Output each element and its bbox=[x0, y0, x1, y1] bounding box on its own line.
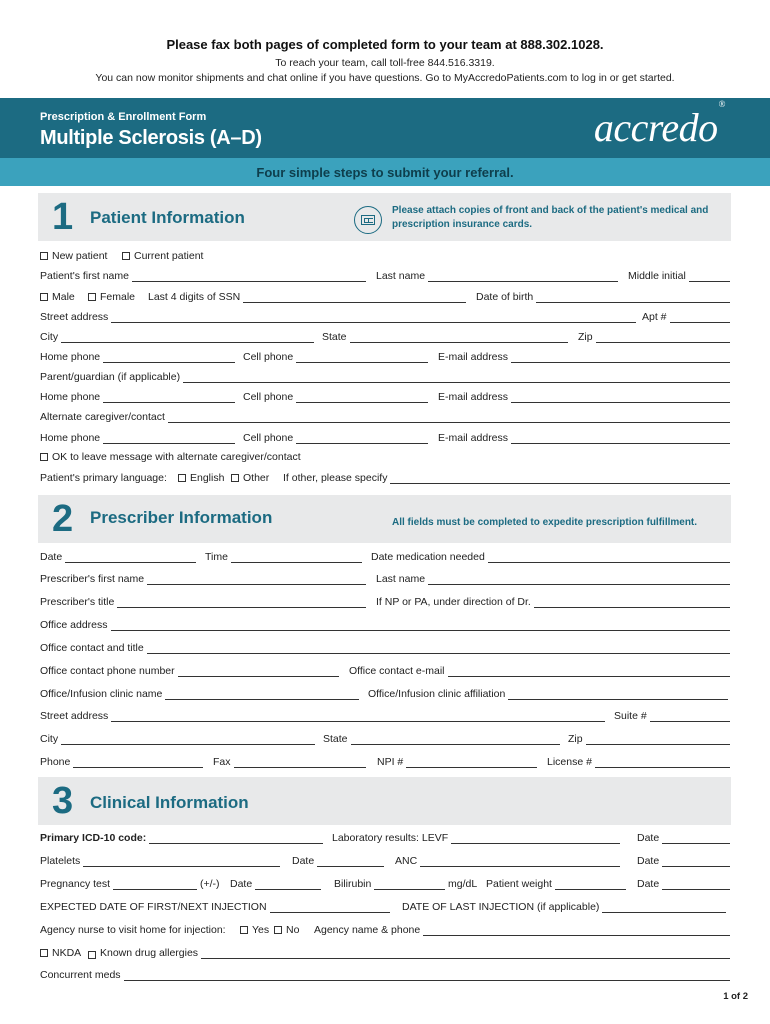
pregnancy-row bbox=[40, 878, 730, 892]
patient-type-row bbox=[40, 250, 730, 264]
section-title: Clinical Information bbox=[90, 793, 249, 812]
alt-caregiver-phone-row bbox=[40, 432, 730, 446]
icd-row bbox=[40, 832, 730, 846]
patient-street-row bbox=[40, 311, 730, 325]
concurrent-meds-row bbox=[40, 969, 730, 983]
prescriber-suite-field[interactable]: Suite # bbox=[614, 710, 730, 722]
current-patient-checkbox[interactable]: Current patient bbox=[122, 250, 203, 262]
nkda-checkbox[interactable]: NKDA bbox=[40, 947, 81, 959]
section-number: 2 bbox=[52, 498, 74, 540]
prescriber-city-field[interactable]: City bbox=[40, 733, 315, 745]
dob-field[interactable]: Date of birth bbox=[476, 291, 730, 303]
ok-message-row bbox=[40, 451, 730, 465]
prescriber-street-row bbox=[40, 710, 730, 724]
office-email-field[interactable]: Office contact e-mail bbox=[349, 665, 730, 677]
platelets-row bbox=[40, 855, 730, 869]
female-checkbox[interactable]: Female bbox=[88, 291, 135, 303]
patient-first-name-field[interactable]: Patient's first name bbox=[40, 270, 366, 282]
pregnancy-date-field[interactable]: Date bbox=[230, 878, 321, 890]
ok-message-checkbox[interactable]: OK to leave message with alternate caregiver/contact bbox=[40, 451, 301, 463]
english-checkbox[interactable]: English bbox=[178, 472, 224, 484]
clinic-name-field[interactable]: Office/Infusion clinic name bbox=[40, 688, 359, 700]
monitor-instruction: You can now monitor shipments and chat online if you have questions. Go to MyAccredoPatients.com to log in or get started. bbox=[95, 72, 675, 84]
patient-phone-row bbox=[40, 351, 730, 365]
patient-cell-phone-field[interactable]: Cell phone bbox=[243, 351, 428, 363]
office-phone-field[interactable]: Office contact phone number bbox=[40, 665, 339, 677]
concurrent-meds-field[interactable]: Concurrent meds bbox=[40, 969, 730, 981]
guardian-email-field[interactable]: E-mail address bbox=[438, 391, 730, 403]
section-number: 1 bbox=[52, 196, 74, 238]
anc-date-field[interactable]: Date bbox=[637, 855, 730, 867]
prescriber-note: All fields must be completed to expedite prescription fulfillment. bbox=[392, 517, 698, 528]
new-patient-checkbox[interactable]: New patient bbox=[40, 250, 107, 262]
office-contact-row bbox=[40, 642, 730, 656]
section-prescriber-header bbox=[38, 495, 731, 543]
prescriber-phone-field[interactable]: Phone bbox=[40, 756, 203, 768]
prescriber-fax-field[interactable]: Fax bbox=[213, 756, 366, 768]
patient-sex-row bbox=[40, 291, 730, 305]
male-checkbox[interactable]: Male bbox=[40, 291, 75, 303]
alt-cell-phone-field[interactable]: Cell phone bbox=[243, 432, 428, 444]
patient-state-field[interactable]: State bbox=[322, 331, 568, 343]
form-title: Multiple Sclerosis (A–D) bbox=[40, 127, 262, 149]
lab-levf-field[interactable]: Laboratory results: LEVF bbox=[332, 832, 620, 844]
accredo-logo: accredo® bbox=[593, 98, 725, 150]
allergies-row bbox=[40, 947, 730, 961]
steps-bar: Four simple steps to submit your referral. bbox=[0, 158, 770, 186]
office-phone-row bbox=[40, 665, 730, 679]
prescriber-street-field[interactable]: Street address bbox=[40, 710, 605, 722]
prescriber-city-row bbox=[40, 733, 730, 747]
prescriber-zip-field[interactable]: Zip bbox=[568, 733, 730, 745]
agency-nurse-row bbox=[40, 924, 730, 938]
mgdl-unit: mg/dL bbox=[448, 878, 478, 890]
call-instruction: To reach your team, call toll-free 844.516.3319. bbox=[275, 57, 495, 69]
anc-field[interactable]: ANC bbox=[395, 855, 620, 867]
prescriber-last-name-field[interactable]: Last name bbox=[376, 573, 730, 585]
npi-field[interactable]: NPI # bbox=[377, 756, 537, 768]
platelets-date-field[interactable]: Date bbox=[292, 855, 384, 867]
patient-name-row bbox=[40, 270, 730, 284]
injection-dates-row bbox=[40, 901, 730, 915]
guardian-cell-phone-field[interactable]: Cell phone bbox=[243, 391, 428, 403]
patient-middle-initial-field[interactable]: Middle initial bbox=[628, 270, 730, 282]
other-language-field[interactable]: If other, please specify bbox=[283, 472, 730, 484]
patient-city-field[interactable]: City bbox=[40, 331, 314, 343]
alt-caregiver-field[interactable]: Alternate caregiver/contact bbox=[40, 411, 730, 423]
agency-no-checkbox[interactable]: No bbox=[274, 924, 299, 936]
office-address-field[interactable]: Office address bbox=[40, 619, 730, 631]
expected-injection-date-field[interactable]: EXPECTED DATE OF FIRST/NEXT INJECTION bbox=[40, 901, 390, 913]
clinic-affiliation-field[interactable]: Office/Infusion clinic affiliation bbox=[368, 688, 728, 700]
np-pa-direction-field[interactable]: If NP or PA, under direction of Dr. bbox=[376, 596, 730, 608]
page-number: 1 of 2 bbox=[723, 991, 748, 1002]
prescriber-first-name-field[interactable]: Prescriber's first name bbox=[40, 573, 366, 585]
last-injection-date-field[interactable]: DATE OF LAST INJECTION (if applicable) bbox=[402, 901, 726, 913]
section-title: Patient Information bbox=[90, 208, 245, 227]
language-label: Patient's primary language: bbox=[40, 472, 167, 484]
alt-email-field[interactable]: E-mail address bbox=[438, 432, 730, 444]
agency-name-phone-field[interactable]: Agency name & phone bbox=[314, 924, 730, 936]
fax-instruction: Please fax both pages of completed form to your team at 888.302.1028. bbox=[166, 37, 604, 52]
patient-email-field[interactable]: E-mail address bbox=[438, 351, 730, 363]
levf-date-field[interactable]: Date bbox=[637, 832, 730, 844]
ssn-field[interactable]: Last 4 digits of SSN bbox=[148, 291, 466, 303]
patient-weight-field[interactable]: Patient weight bbox=[486, 878, 626, 890]
agency-nurse-label: Agency nurse to visit home for injection: bbox=[40, 924, 226, 936]
section-clinical-header bbox=[38, 777, 731, 825]
other-language-checkbox[interactable]: Other bbox=[231, 472, 269, 484]
license-field[interactable]: License # bbox=[547, 756, 730, 768]
guardian-home-phone-field[interactable]: Home phone bbox=[40, 391, 235, 403]
pregnancy-test-field[interactable]: Pregnancy test bbox=[40, 878, 197, 890]
agency-yes-checkbox[interactable]: Yes bbox=[240, 924, 269, 936]
bilirubin-field[interactable]: Bilirubin bbox=[334, 878, 445, 890]
icd-code-field[interactable]: Primary ICD-10 code: bbox=[40, 832, 323, 844]
form-subtitle: Prescription & Enrollment Form bbox=[40, 111, 207, 123]
prescriber-time-field[interactable]: Time bbox=[205, 551, 362, 563]
prescriber-state-field[interactable]: State bbox=[323, 733, 560, 745]
office-address-row bbox=[40, 619, 730, 633]
guardian-phone-row bbox=[40, 391, 730, 405]
patient-apt-field[interactable]: Apt # bbox=[642, 311, 730, 323]
form-banner bbox=[0, 98, 770, 158]
section-patient-header bbox=[38, 193, 731, 241]
insurance-note: Please attach copies of front and back of the patient's medical and prescription insurance cards. bbox=[392, 205, 709, 230]
alt-home-phone-field[interactable]: Home phone bbox=[40, 432, 235, 444]
insurance-card-icon bbox=[354, 206, 382, 234]
guardian-field[interactable]: Parent/guardian (if applicable) bbox=[40, 371, 730, 383]
prescriber-name-row bbox=[40, 573, 730, 587]
clinic-row bbox=[40, 688, 730, 702]
known-allergies-field[interactable]: Known drug allergies bbox=[88, 947, 730, 959]
plus-minus-label: (+/-) bbox=[200, 878, 220, 890]
prescriber-date-row bbox=[40, 551, 730, 565]
prescriber-contact-row bbox=[40, 756, 730, 770]
patient-last-name-field[interactable]: Last name bbox=[376, 270, 618, 282]
patient-home-phone-field[interactable]: Home phone bbox=[40, 351, 235, 363]
prescriber-title-field[interactable]: Prescriber's title bbox=[40, 596, 366, 608]
patient-city-row bbox=[40, 331, 730, 345]
date-medication-needed-field[interactable]: Date medication needed bbox=[371, 551, 730, 563]
patient-street-field[interactable]: Street address bbox=[40, 311, 636, 323]
language-row bbox=[40, 472, 730, 486]
section-title: Prescriber Information bbox=[90, 508, 273, 527]
guardian-row bbox=[40, 371, 730, 385]
section-number: 3 bbox=[52, 780, 74, 822]
prescriber-title-row bbox=[40, 596, 730, 610]
prescriber-date-field[interactable]: Date bbox=[40, 551, 196, 563]
patient-zip-field[interactable]: Zip bbox=[578, 331, 730, 343]
platelets-field[interactable]: Platelets bbox=[40, 855, 280, 867]
bilirubin-date-field[interactable]: Date bbox=[637, 878, 730, 890]
alt-caregiver-row bbox=[40, 411, 730, 425]
office-contact-field[interactable]: Office contact and title bbox=[40, 642, 730, 654]
